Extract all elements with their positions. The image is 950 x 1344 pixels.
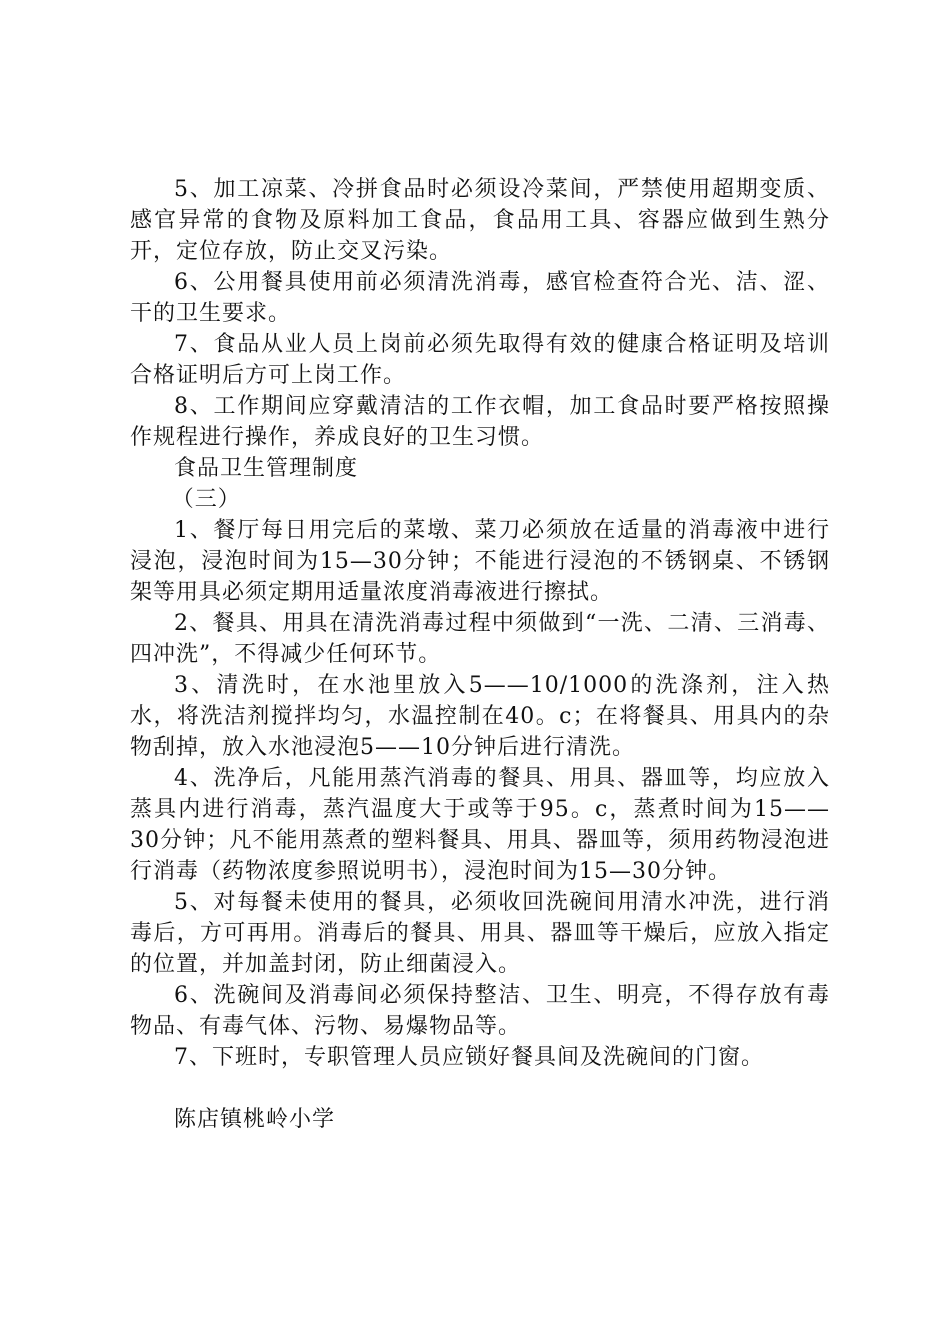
- paragraph-item-6: 6、洗碗间及消毒间必须保持整洁、卫生、明亮，不得存放有毒物品、有毒气体、污物、易爆物品等。: [130, 983, 830, 1039]
- paragraph-rule-6: 6、公用餐具使用前必须清洗消毒，感官检查符合光、洁、涩、干的卫生要求。: [130, 270, 830, 326]
- section-number: （三）: [171, 487, 241, 512]
- paragraph-rule-5: 5、加工凉菜、冷拼食品时必须设冷菜间，严禁使用超期变质、感官异常的食物及原料加工食品，食品用工具、容器应做到生熟分开，定位存放，防止交叉污染。: [130, 177, 830, 264]
- paragraph-item-2: 2、餐具、用具在清洗消毒过程中须做到“一洗、二清、三消毒、四冲洗”，不得减少任何环节。: [130, 611, 830, 667]
- paragraph-item-7: 7、下班时，专职管理人员应锁好餐具间及洗碗间的门窗。: [174, 1045, 764, 1070]
- paragraph-item-3: 3、清洗时，在水池里放入5——10/1000的洗涤剂，注入热水，将洗洁剂搅拌均匀，水温控制在40。c；在将餐具、用具内的杂物刮掉，放入水池浸泡5——10分钟后进行清洗。: [130, 673, 830, 760]
- paragraph-rule-7: 7、食品从业人员上岗前必须先取得有效的健康合格证明及培训合格证明后方可上岗工作。: [130, 332, 830, 388]
- blank-line: [130, 1073, 830, 1104]
- paragraph-item-1: 1、餐厅每日用完后的菜墩、菜刀必须放在适量的消毒液中进行浸泡，浸泡时间为15—30分钟；不能进行浸泡的不锈钢桌、不锈钢架等用具必须定期用适量浓度消毒液进行擦拭。: [130, 518, 830, 605]
- section-title: 食品卫生管理制度: [174, 456, 359, 481]
- signature-school-name: 陈店镇桃岭小学: [174, 1107, 336, 1132]
- paragraph-item-5: 5、对每餐未使用的餐具，必须收回洗碗间用清水冲洗，进行消毒后，方可再用。消毒后的餐具、用具、器皿等干燥后，应放入指定的位置，并加盖封闭，防止细菌浸入。: [130, 890, 830, 977]
- paragraph-item-4: 4、洗净后，凡能用蒸汽消毒的餐具、用具、器皿等，均应放入蒸具内进行消毒，蒸汽温度大于或等于95。c，蒸煮时间为15——30分钟；凡不能用蒸煮的塑料餐具、用具、器皿等，须用药物浸泡进行消毒（药物浓度参照说明书），浸泡时间为15—30分钟。: [130, 766, 830, 884]
- document-body: [130, 174, 830, 1135]
- paragraph-rule-8: 8、工作期间应穿戴清洁的工作衣帽，加工食品时要严格按照操作规程进行操作，养成良好的卫生习惯。: [130, 394, 830, 450]
